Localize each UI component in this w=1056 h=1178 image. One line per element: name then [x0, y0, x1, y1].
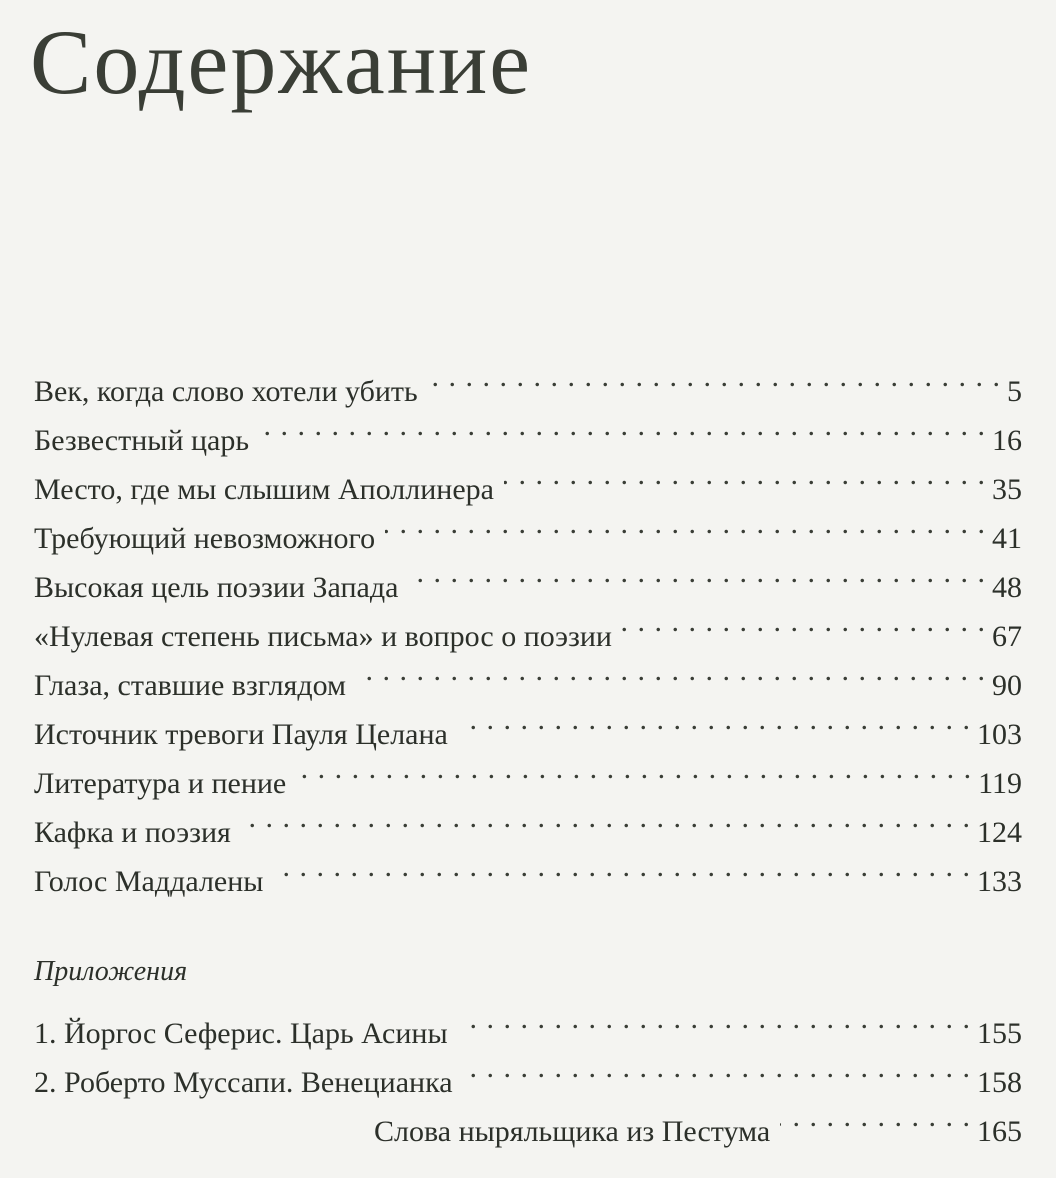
page-title: Содержание [30, 11, 533, 113]
toc-entry-page: 67 [992, 620, 1022, 653]
dot-leader [296, 744, 972, 793]
toc-entry[interactable] [34, 499, 1022, 555]
toc-entry-title: Век, когда слово хотели убить [34, 375, 418, 408]
toc-entry[interactable] [34, 646, 1022, 702]
appendix-entry-title: Слова ныряльщика из Пестума [374, 1115, 771, 1148]
toc-list [34, 352, 1022, 898]
dot-leader [408, 548, 986, 597]
toc-entry[interactable] [34, 352, 1022, 408]
dot-leader [458, 695, 971, 744]
dot-leader [259, 401, 986, 450]
toc-entry-page: 5 [1007, 375, 1022, 408]
dot-leader [458, 994, 971, 1043]
toc-entry-title: Место, где мы слышим Аполлинера [34, 473, 494, 506]
dot-leader [463, 1043, 971, 1092]
toc-entry[interactable] [34, 450, 1022, 506]
toc-entry-page: 124 [977, 816, 1022, 849]
toc-entry-title: Источник тревоги Пауля Целана [34, 718, 448, 751]
appendix-list [34, 994, 1022, 1148]
toc-entry-page: 48 [992, 571, 1022, 604]
dot-leader [504, 450, 986, 499]
appendix-entry[interactable] [34, 1092, 1022, 1148]
dot-leader [780, 1092, 971, 1141]
toc-entry-title: Высокая цель поэзии Запада [34, 571, 399, 604]
toc-entry-title: Кафка и поэзия [34, 816, 231, 849]
appendix-entry-title: 2. Роберто Муссапи. Венецианка [34, 1066, 453, 1099]
toc-entry-page: 90 [992, 669, 1022, 702]
toc-entry-page: 35 [992, 473, 1022, 506]
dot-leader [428, 352, 1001, 401]
toc-entry-page: 103 [977, 718, 1022, 751]
appendix-entry[interactable] [34, 1043, 1022, 1099]
toc-entry-page: 41 [992, 522, 1022, 555]
appendix-entry-page: 158 [977, 1066, 1022, 1099]
toc-entry[interactable] [34, 401, 1022, 457]
toc-entry[interactable] [34, 842, 1022, 898]
toc-entry-page: 119 [978, 767, 1022, 800]
toc-entry-title: Голос Маддалены [34, 865, 264, 898]
toc-entry-title: Требующий невозможного [34, 522, 376, 555]
appendix-entry[interactable] [34, 994, 1022, 1050]
toc-entry[interactable] [34, 597, 1022, 653]
toc-entry-title: «Нулевая степень письма» и вопрос о поэзии [34, 620, 612, 653]
dot-leader [356, 646, 986, 695]
dot-leader [241, 793, 971, 842]
dot-leader [273, 842, 971, 891]
toc-entry[interactable] [34, 695, 1022, 751]
dot-leader [622, 597, 986, 646]
toc-entry-title: Безвестный царь [34, 424, 250, 457]
appendix-entry-page: 165 [977, 1115, 1022, 1148]
toc-entry-page: 16 [992, 424, 1022, 457]
appendix-heading: Приложения [34, 956, 188, 987]
toc-entry[interactable] [34, 793, 1022, 849]
dot-leader [385, 499, 986, 548]
appendix-entry-title: 1. Йоргос Сеферис. Царь Асины [34, 1017, 448, 1050]
toc-entry-page: 133 [977, 865, 1022, 898]
appendix-entry-page: 155 [977, 1017, 1022, 1050]
toc-entry-title: Глаза, ставшие взглядом [34, 669, 347, 702]
toc-entry[interactable] [34, 744, 1022, 800]
toc-entry[interactable] [34, 548, 1022, 604]
toc-entry-title: Литература и пение [34, 767, 287, 800]
